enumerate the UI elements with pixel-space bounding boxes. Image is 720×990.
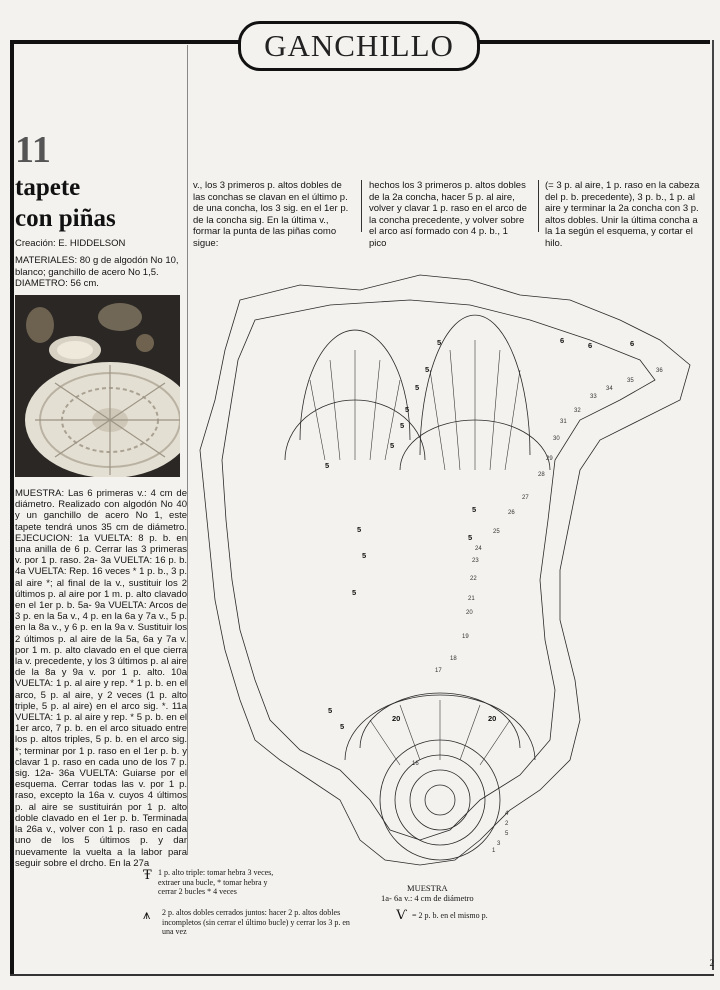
page-number: 2 <box>709 958 714 968</box>
chart-label: 5 <box>390 441 395 450</box>
chart-label: 5 <box>437 338 442 347</box>
row-number: 30 <box>553 436 560 442</box>
chart-label: 5 <box>352 588 357 597</box>
muestra-subtitle: 1a- 6a v.: 4 cm de diámetro <box>381 893 474 903</box>
row-number: 2 <box>505 821 509 827</box>
row-number: 3 <box>497 841 501 847</box>
row-number: 33 <box>590 394 597 400</box>
chart-label: 20 <box>392 714 401 723</box>
chart-label: 5 <box>415 383 420 392</box>
instructions-column-3: (= 3 p. al aire, 1 p. raso en la cabeza del p. b. precedente), 3 p. b., 1 p. al aire y terminar la 2a concha con 3 p. altos dobles. Unir la última concha a la 1a según el esquema, y cortar el hilo. <box>545 180 700 249</box>
row-number: 1 <box>492 848 496 854</box>
materials-text: MATERIALES: 80 g de algodón No 10, blanco; ganchillo de acero No 1,5. <box>15 255 179 278</box>
article-number: 11 <box>15 129 51 171</box>
chart-label: 5 <box>472 505 477 514</box>
section-title: GANCHILLO <box>264 28 454 63</box>
creation-credit: Creación: E. HIDDELSON <box>15 238 126 249</box>
chart-label: 5 <box>425 365 430 374</box>
row-number: 20 <box>466 610 473 616</box>
legend-triple-stitch: 1 p. alto triple: tomar hebra 3 veces, extraer una bucle, * tomar hebra y cerrar 2 bucles * 4 veces <box>158 868 274 896</box>
row-number: 32 <box>574 408 581 414</box>
row-number: 29 <box>546 456 553 462</box>
chart-label: 20 <box>488 714 497 723</box>
triple-stitch-icon: Ŧ <box>143 868 152 883</box>
row-number: 5 <box>505 831 509 837</box>
chart-label: 6 <box>588 341 593 350</box>
row-number: 27 <box>522 495 529 501</box>
row-number: 19 <box>462 634 469 640</box>
article-title-line2: con piñas <box>15 205 116 232</box>
chart-label: 5 <box>400 421 405 430</box>
muestra-title: MUESTRA <box>407 883 448 893</box>
chart-label: 5 <box>357 525 362 534</box>
chart-label: 6 <box>560 336 565 345</box>
row-number: 36 <box>656 368 663 374</box>
diameter-text: DIAMETRO: 56 cm. <box>15 278 99 289</box>
legend-two-sc: = 2 p. b. en el mismo p. <box>412 911 488 920</box>
chart-label: 5 <box>362 551 367 560</box>
row-number: 16 <box>412 761 419 767</box>
row-number: 34 <box>606 386 613 392</box>
row-number: 23 <box>472 558 479 564</box>
row-number: 4 <box>505 811 509 817</box>
article-title-line1: tapete <box>15 174 81 201</box>
row-number: 21 <box>468 596 475 602</box>
two-single-crochet-icon: Ѵ <box>396 908 408 923</box>
chart-label: 5 <box>325 461 330 470</box>
instructions-left-column: MUESTRA: Las 6 primeras v.: 4 cm de diámetro. Realizado con algodón No 40 y un ganchillo de acero No 1, este tapete tendrá unos 35 cm de diámetro. EJECUCION: 1a VUELTA: 8 p. b. en una anilla de 6 p. Cerrar las 3 primeras v. por 1 p. raso. 2a- 3a VUELTA: 16 p. b. 4a VUELTA: Rep. 16 veces * 1 p. b., 3 p. al aire *; al final de la v., sustituir los 2 últimos p. al aire por 1 m. p. alto clavado en el 1er p. b. 5a- 9a VUELTA: Arcos de 3 p. en la 5a v., 4 p. en la 6a y 7a v., 5 p. en la 8a v., y 6 p. en la 9a v. Sustituir los 2 últimos p. al aire de la 5a, 6a y 7a v. por 1 m. p. alto clavado en el que cierra la v. precedente, y los 3 últimos p. al aire de la 8a y 9a v. por 1 p. alto. 10a VUELTA: 1 p. al aire y rep. * 1 p. b. en el arco, 5 p. al aire, y 2 veces (1 p. alto triple, 5 p. al aire) en el arco sig. *. 11a VUELTA: 1 p. al aire y rep. * 5 p. b. en el 1er arco, 7 p. b. en el arco situado entre los p. altos triples, 5 p. b. en el arco sig. *; terminar por 1 p. raso en el 1er p. b. y clavar 1 p. raso en cada uno de los 7 p. sig. 12a- 36a VUELTA: Guiarse por el esquema. Cerrar todas las v. por 1 p. raso, excepto la 16a v. cuyos 4 últimos p. al aire se sustituirán por 1 p. alto doble clavado en el 1er p. b. Terminada la 26a v., volver con 1 p. raso en cada uno de los 5 últimos p. y dar nuevamente la vuelta a la labor para seguir sobre el drcho. En la 27a <box>15 488 187 869</box>
instructions-column-2: hechos los 3 primeros p. altos dobles de la 2a concha, hacer 5 p. al aire, volver y clavar 1 p. raso en el arco de la concha precedente, y volver sobre el arco así formado con 4 p. b., 1 pico <box>369 180 527 249</box>
row-number: 22 <box>470 576 477 582</box>
row-number: 28 <box>538 472 545 478</box>
chart-label: 6 <box>630 339 635 348</box>
row-number: 26 <box>508 510 515 516</box>
instructions-column-1: v., los 3 primeros p. altos dobles de las conchas se clavan en el último p. de una concha, los 3 sig. en el 1er p. de la concha sig. En la última v., formar la punta de las piñas como sigue: <box>193 180 349 249</box>
chart-label: 5 <box>468 533 473 542</box>
chart-label: 5 <box>405 405 410 414</box>
muestra-caption <box>381 883 474 903</box>
row-number: 18 <box>450 656 457 662</box>
row-number: 35 <box>627 378 634 384</box>
chart-label: 5 <box>328 706 333 715</box>
row-number: 25 <box>493 529 500 535</box>
row-number: 17 <box>435 668 442 674</box>
legend-double-closed: 2 p. altos dobles cerrados juntos: hacer 2 p. altos dobles incompletos (sin cerrar el último bucle) y cerrar los 3 p. en una vez <box>162 908 350 936</box>
row-number: 24 <box>475 546 482 552</box>
chart-label: 5 <box>340 722 345 731</box>
row-number: 31 <box>560 419 567 425</box>
double-closed-stitch-icon: ⩚ <box>143 908 151 923</box>
